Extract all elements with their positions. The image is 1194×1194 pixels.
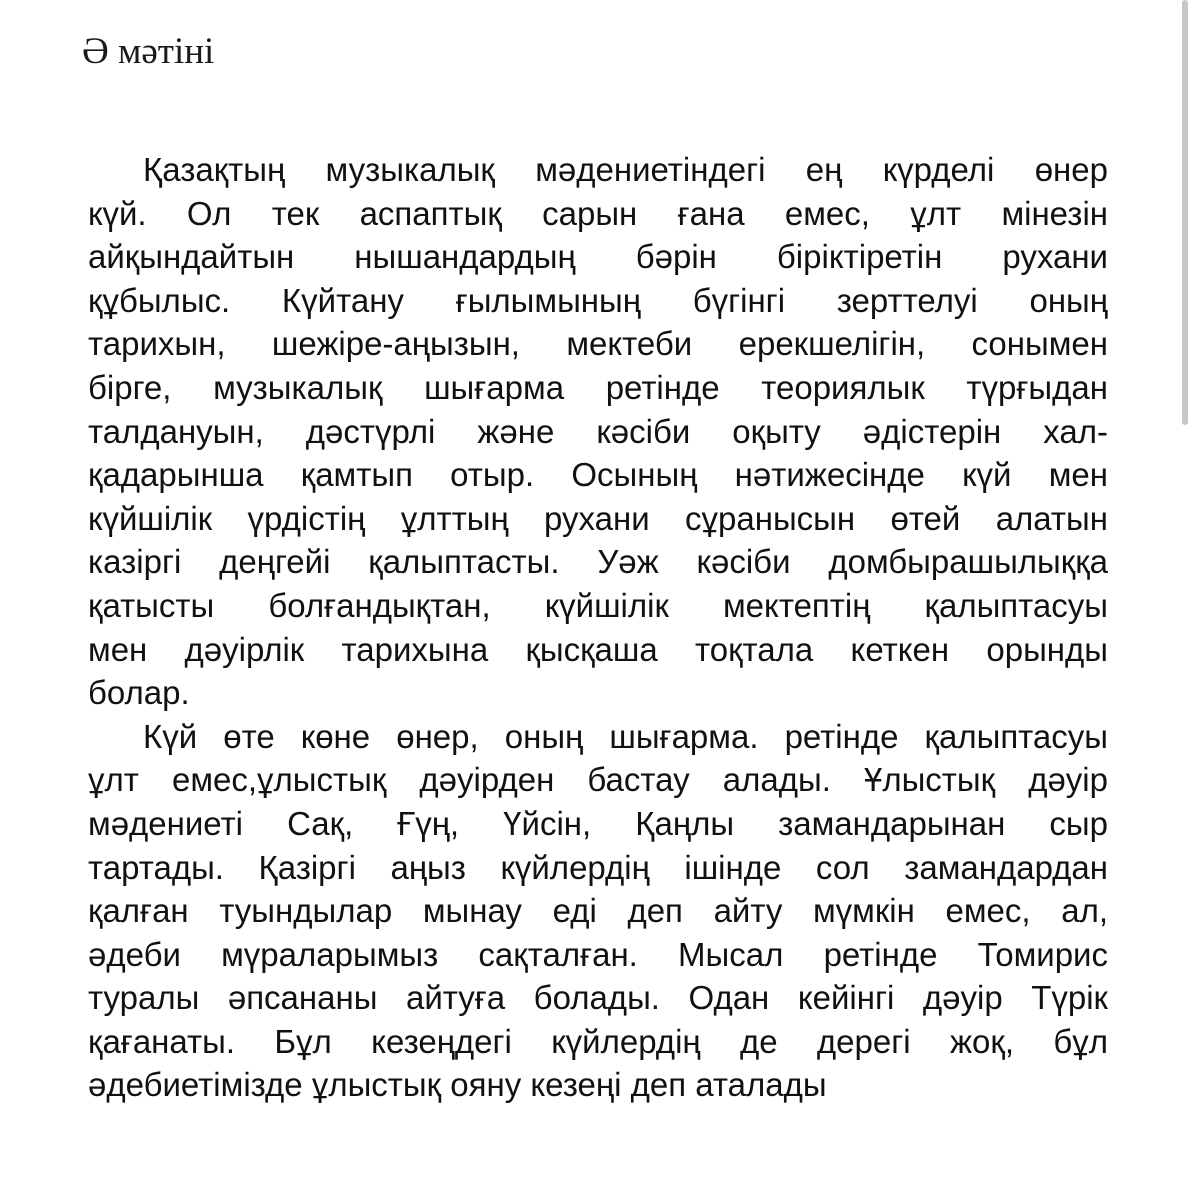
text-line: қатысты болғандықтан, күйшілік мектептің қалыптасуы (88, 586, 1108, 624)
text-line: тарихын, шежіре-аңызын, мектеби ерекшелігін, сонымен (88, 325, 1108, 363)
text-line: Қазақтың музыкалық мәдениетіндегі ең күрделі өнер (143, 151, 1108, 188)
paragraph-1 (88, 148, 1108, 715)
text-line: әдебиетімізде ұлыстық ояну кезеңі деп аталады (88, 1066, 827, 1104)
text-line: құбылыс. Күйтану ғылымының бүгінгі зерттелуі оның (88, 281, 1108, 319)
text-line: айқындайтын нышандардың бәрін біріктіретін рухани (88, 238, 1108, 276)
text-line: Күй өте көне өнер, оның шығарма. ретінде қалыптасуы (143, 717, 1108, 755)
text-line: қағанаты. Бұл кезеңдегі күйлердің де дерегі жоқ, бұл (88, 1022, 1108, 1060)
text-line: туралы әпсананы айтуға болады. Одан кейінгі дәуір Түрік (88, 979, 1108, 1017)
text-line: ұлт емес,ұлыстық дәуірден бастау алады. Ұлыстық дәуір (88, 761, 1108, 799)
text-line: мәдениеті Сақ, Ғүң, Үйсін, Қаңлы замандарынан сыр (88, 804, 1108, 842)
document-body (88, 148, 1108, 1107)
page-title: Ә мәтіні (82, 31, 215, 72)
text-line: әдеби мүраларымыз сақталған. Мысал ретінде Томирис (88, 935, 1108, 973)
text-line: казіргі деңгейі қалыптасты. Уәж кәсіби домбырашылыққа (88, 543, 1108, 581)
text-line: қадарынша қамтып отыр. Осының нәтижесінде күй мен (88, 456, 1108, 494)
text-line: қалған туындылар мынау еді деп айту мүмкін емес, ал, (88, 892, 1108, 930)
text-line: талдануын, дәстүрлі және кәсіби оқыту әдістерін хал- (88, 412, 1108, 450)
text-line: болар. (88, 674, 190, 712)
text-line: мен дәуірлік тарихына қысқаша тоқтала кеткен орынды (88, 630, 1108, 668)
paragraph-2 (88, 715, 1108, 1107)
text-line: күйшілік үрдістің ұлттың рухани сұранысын өтей алатын (88, 499, 1108, 537)
text-line: күй. Ол тек аспаптық сарын ғана емес, ұлт мінезін (88, 194, 1108, 232)
text-line: тартады. Қазіргі аңыз күйлердің ішінде сол замандардан (88, 848, 1108, 886)
text-line: бірге, музыкалық шығарма ретінде теориялык түрғыдан (88, 368, 1108, 406)
scrollbar-thumb[interactable] (1182, 0, 1188, 425)
